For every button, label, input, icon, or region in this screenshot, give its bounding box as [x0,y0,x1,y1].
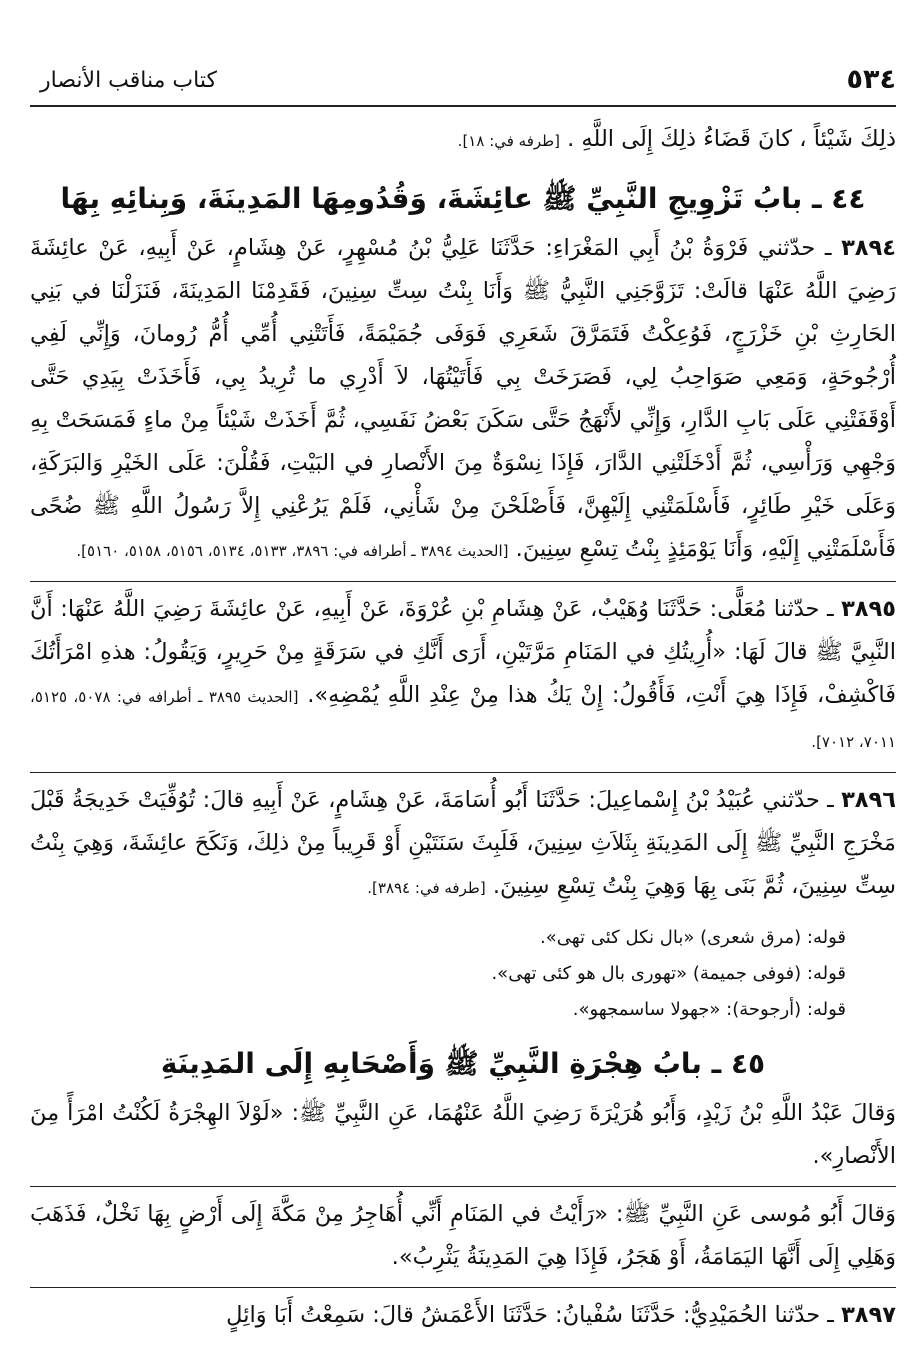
hadith-3894 [30,227,896,573]
header-rule [30,105,896,107]
chapter-44-title: ٤٤ ـ بابُ تَزْوِيجِ النَّبِيِّ ﷺ عائِشَةَ، وَقُدُومِهَا المَدِينَةَ، وَبِنائِهِ بِهَا [60,182,866,215]
hadith-text: ـ حدّثني عُبَيْدُ بْنُ إِسْماعِيلَ: حَدَّثَنَا أَبُو أُسَامَةَ، عَنْ هِشَامٍ، عَنْ أَبِيهِ قالَ: تُوُفِّيَتْ خَدِيجَةُ قَبْلَ مَخْرَجِ النَّبِيِّ ﷺ إِلَى المَدِينَةِ بِثَلاَثِ سِنِينَ، فَلَبِثَ سَنَتَيْنِ أَوْ قَرِيباً مِنْ ذلِكَ، وَنَكَحَ عائِشَةَ، وَهِيَ بِنْتُ سِتِّ سِنِينَ، ثُمَّ بَنَى بِهَا وَهِيَ بِنْتُ تِسْعِ سِنِينَ. [30,787,896,899]
hadith-ref: [طرفه في: ٣٨٩٤]. [367,879,486,897]
separator [30,1287,896,1288]
hadith-text: ـ حدّثنا الحُمَيْدِيُّ: حَدَّثَنَا سُفْيانُ: حَدَّثَنَا الأَعْمَشُ قالَ: سَمِعْتُ أَبَا وَائِلٍ [226,1302,834,1328]
hadith-ref: [الحديث ٣٨٩٤ ـ أطرافه في: ٣٨٩٦، ٥١٣٣، ٥١٣٤، ٥١٥٦، ٥١٥٨، ٥١٦٠]. [76,542,509,560]
hadith-number: ٣٨٩٥ [841,596,896,622]
paragraph-musa: وَقالَ أَبُو مُوسى عَنِ النَّبِيِّ ﷺ: «رَأَيْتُ في المَنَامِ أَنِّي أُهَاجِرُ مِنْ مَكَّةَ إِلَى أَرْضٍ بِهَا نَخْلٌ، فَذَهَبَ وَهَلِي إِلَى أَنَّهَا اليَمَامَةُ، أَوْ هَجَرُ، فَإِذَا هِيَ المَدِينَةُ يَثْرِبُ». [30,1201,896,1270]
separator [30,581,896,582]
continuation-line [30,118,896,163]
hadith-number: ٣٨٩٤ [841,235,896,261]
separator [30,772,896,773]
hadith-3895 [30,588,896,764]
paragraph-zaid: وَقالَ عَبْدُ اللَّهِ بْنُ زَيْدٍ، وَأَبُو هُرَيْرَةَ رَضِيَ اللَّهُ عَنْهُمَا، عَنِ النَّبِيِّ ﷺ: «لَوْلاَ الهِجْرَةُ لَكُنْتُ امْرَأً مِنَ الأَنْصارِ». [30,1100,896,1169]
chapter-45-title: ٤٥ ـ بابُ هِجْرَةِ النَّبِيِّ ﷺ وَأَصْحَابِهِ إِلَى المَدِينَةِ [160,1047,766,1080]
continuation-text: ذلِكَ شَيْئاً ، كانَ قَضَاءُ ذلِكَ إِلَى اللَّهِ . [567,126,896,152]
hadith-3897 [30,1294,896,1337]
page-number: ٥٣٤ [846,64,896,95]
note-item: قوله: (فوفى جميمة) «تهورى بال هو كئى تهى». [491,963,846,984]
hadith-number: ٣٨٩٧ [841,1302,896,1328]
continuation-ref: [طرفه في: ١٨]. [457,132,560,150]
hadith-text: ـ حدّثنا مُعَلًّى: حَدَّثَنَا وُهَيْبٌ، عَنْ هِشَامِ بْنِ عُرْوَةَ، عَنْ أَبِيهِ، عَنْ عائِشَةَ رَضِيَ اللَّهُ عَنْهَا: أَنَّ النَّبِيَّ ﷺ قالَ لَهَا: «أُرِيتُكِ في المَنَامِ مَرَّتَيْنِ، أَرَى أَنَّكِ في سَرَقَةٍ مِنْ حَرِيرٍ، وَيَقُولُ: هذهِ امْرَأَتُكَ فَاكْشِفْ، فَإِذَا هِيَ أَنْتِ، فَأَقُولُ: إِنْ يَكُ هذا مِنْ عِنْدِ اللَّهِ يُمْضِهِ». [30,596,897,708]
hadith-3896 [30,779,896,910]
page-header [30,60,896,104]
running-title: كتاب مناقب الأنصار [40,68,217,93]
notes-block [30,920,896,1028]
hadith-number: ٣٨٩٦ [841,787,896,813]
page-content [30,118,896,1337]
hadith-ref: [الحديث ٣٨٩٥ ـ أطرافه في: ٥٠٧٨، ٥١٢٥، ٧٠١١، ٧٠١٢]. [30,688,896,751]
separator [30,1186,896,1187]
book-page [30,0,896,1368]
hadith-text: ـ حدّثني فَرْوَةُ بْنُ أَبِي المَغْرَاءِ: حَدَّثَنَا عَلِيُّ بْنُ مُسْهِرٍ، عَنْ هِشَامٍ، عَنْ أَبِيهِ، عَنْ عائِشَةَ رَضِيَ اللَّهُ عَنْهَا قالَتْ: تَزَوَّجَنِي النَّبِيُّ ﷺ وَأَنَا بِنْتُ سِتِّ سِنِينَ، فَقَدِمْنَا المَدِينَةَ، فَنَزَلْنَا في بَنِي الحَارِثِ بْنِ خَزْرَجٍ، فَوُعِكْتُ فَتَمَرَّقَ شَعَرِي فَوَفَى جُمَيْمَةً، فَأَتَتْنِي أُمِّي أُمُّ رُومانَ، وَإِنِّي لَفِي أُرْجُوحَةٍ، وَمَعِي صَوَاحِبُ لِي، فَصَرَخَتْ بِي فَأَتَيْتُهَا، لاَ أَدْرِي ما تُرِيدُ بِي، فَأَخَذَتْ بِيَدِي حَتَّى أَوْقَفَتْنِي عَلَى بَابِ الدَّارِ، وَإِنِّي لأَنْهَجُ حَتَّى سَكَنَ بَعْضُ نَفَسِي، ثُمَّ أَخَذَتْ شَيْئاً مِنْ ماءٍ فَمَسَحَتْ بِهِ وَجْهِي وَرَأْسِي، ثُمَّ أَدْخَلَتْنِي الدَّارَ، فَإِذَا نِسْوَةٌ مِنَ الأَنْصارِ في البَيْتِ، فَقُلْنَ: عَلَى الخَيْرِ وَالبَرَكَةِ، وَعَلَى خَيْرِ طَائِرٍ، فَأَسْلَمَتْنِي إِلَيْهِنَّ، فَأَصْلَحْنَ مِنْ شَأْنِي، فَلَمْ يَرُعْنِي إِلاَّ رَسُولُ اللَّهِ ﷺ ضُحًى فَأَسْلَمَتْنِي إِلَيْهِ، وَأَنَا يَوْمَئِذٍ بِنْتُ تِسْعِ سِنِينَ. [30,235,896,562]
note-item: قوله: (مرق شعرى) «بال نكل كئى تهى». [539,927,846,948]
note-item: قوله: (أرجوحة): «جهولا ساسمجهو». [572,999,846,1020]
